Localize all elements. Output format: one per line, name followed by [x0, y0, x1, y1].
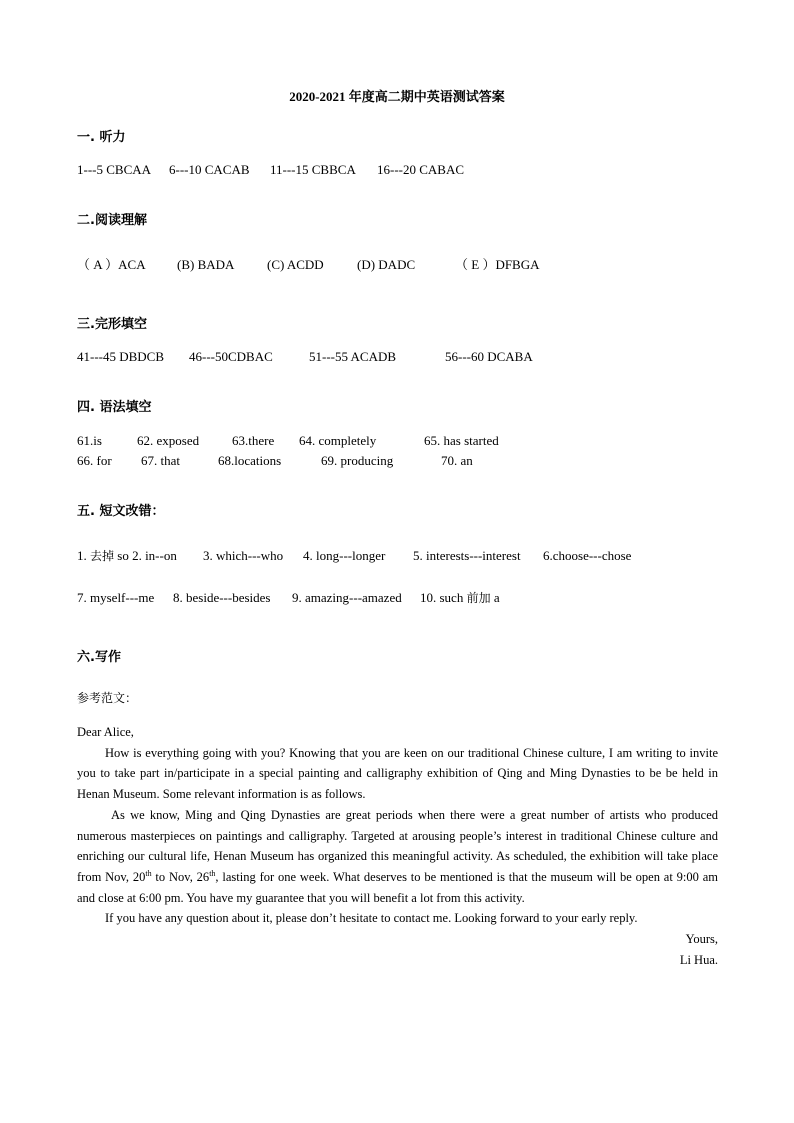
ordinal-suffix: th — [209, 868, 216, 878]
grammar-answer: 67. that — [141, 453, 180, 468]
correction-answer: 7. myself---me — [77, 590, 155, 605]
correction-answer-text: so 2. in--on — [117, 548, 177, 563]
correction-answer: 8. beside---besides — [173, 590, 271, 605]
reading-answer: (D) DADC — [357, 257, 416, 272]
correction-answer: 9. amazing---amazed — [292, 590, 402, 605]
essay-paragraph-1: How is everything going with you? Knowing that you are keen on our traditional Chinese culture, I am writing to invite you to take part in/participate in a special painting and calligraphy exhibition of Qing and Ming Dynasties to be be held in Henan Museum. Some relevant information is as follows. — [77, 745, 718, 802]
correction-answer — [77, 548, 177, 565]
reading-heading: 二.阅读理解 — [77, 213, 147, 228]
correction-answer: 5. interests---interest — [413, 548, 521, 563]
reading-answer: (B) BADA — [177, 257, 235, 272]
page-title: 2020-2021 年度高二期中英语测试答案 — [289, 89, 505, 104]
cloze-answer: 51---55 ACADB — [309, 349, 397, 364]
sample-essay-label: 参考范文： — [77, 691, 138, 705]
grammar-answer: 62. exposed — [137, 433, 200, 448]
grammar-answer: 68.locations — [218, 453, 282, 468]
writing-heading: 六.写作 — [77, 650, 121, 665]
sample-essay — [77, 722, 718, 970]
grammar-answer: 70. an — [441, 453, 473, 468]
grammar-answer: 63.there — [232, 433, 275, 448]
grammar-answer: 64. completely — [299, 433, 377, 448]
reading-answer: (C) ACDD — [267, 257, 324, 272]
grammar-heading: 四. 语法填空 — [77, 400, 152, 415]
listening-answer: 16---20 CABAC — [377, 162, 465, 177]
correction-item-number: 1. — [77, 548, 87, 563]
essay-paragraph-2-text: , lasting for one week. What deserves to be mentioned is that the museum will be open at 9:00 am and close at 6:00 pm. You have my guarantee that you will benefit a lot from this activity. — [77, 869, 719, 905]
listening-answer: 1---5 CBCAA — [77, 162, 152, 177]
essay-closing: Yours, — [685, 932, 718, 947]
reading-answer: （ E ）DFBGA — [455, 257, 540, 272]
essay-signature: Li Hua. — [679, 952, 718, 967]
correction-heading: 五. 短文改错： — [77, 504, 165, 519]
cloze-answer: 56---60 DCABA — [445, 349, 533, 364]
correction-instruction: 去掉 — [90, 549, 115, 563]
correction-answer-text: a — [493, 590, 500, 605]
listening-answer: 11---15 CBBCA — [270, 162, 356, 177]
cloze-heading: 三.完形填空 — [77, 317, 147, 332]
ordinal-suffix: th — [145, 868, 152, 878]
correction-answer — [420, 590, 500, 607]
essay-greeting: Dear Alice, — [77, 725, 134, 739]
reading-answer: （ A ）ACA — [77, 257, 146, 272]
correction-answer: 3. which---who — [203, 548, 284, 563]
cloze-answer: 46---50CDBAC — [189, 349, 273, 364]
grammar-answer: 65. has started — [424, 433, 499, 448]
correction-instruction: 前加 — [466, 591, 491, 605]
essay-paragraph-2 — [77, 805, 718, 909]
grammar-answer: 66. for — [77, 453, 112, 468]
correction-answer: 4. long---longer — [303, 548, 386, 563]
essay-paragraph-2-text: As we know, Ming and Qing Dynasties are great periods when there were a great number of artists who produced numerous masterpieces on paintings and calligraphy. Targeted at arousing people’s interest in traditional Chinese culture and enriching our cultural life, Henan Museum has organized this meaningful activity. As scheduled, the exhibition will take place from Nov, 20 — [77, 807, 718, 884]
listening-answer: 6---10 CACAB — [169, 162, 250, 177]
correction-answer-text: 10. such — [420, 590, 464, 605]
essay-paragraph-2-text: to Nov, 26 — [151, 869, 210, 884]
grammar-answer: 61.is — [77, 433, 102, 448]
grammar-answer: 69. producing — [321, 453, 394, 468]
cloze-answer: 41---45 DBDCB — [77, 349, 165, 364]
essay-paragraph-3: If you have any question about it, please don’t hesitate to contact me. Looking forward to your early reply. — [105, 911, 638, 926]
listening-heading: 一. 听力 — [77, 130, 126, 145]
correction-answer: 6.choose---chose — [543, 548, 632, 563]
